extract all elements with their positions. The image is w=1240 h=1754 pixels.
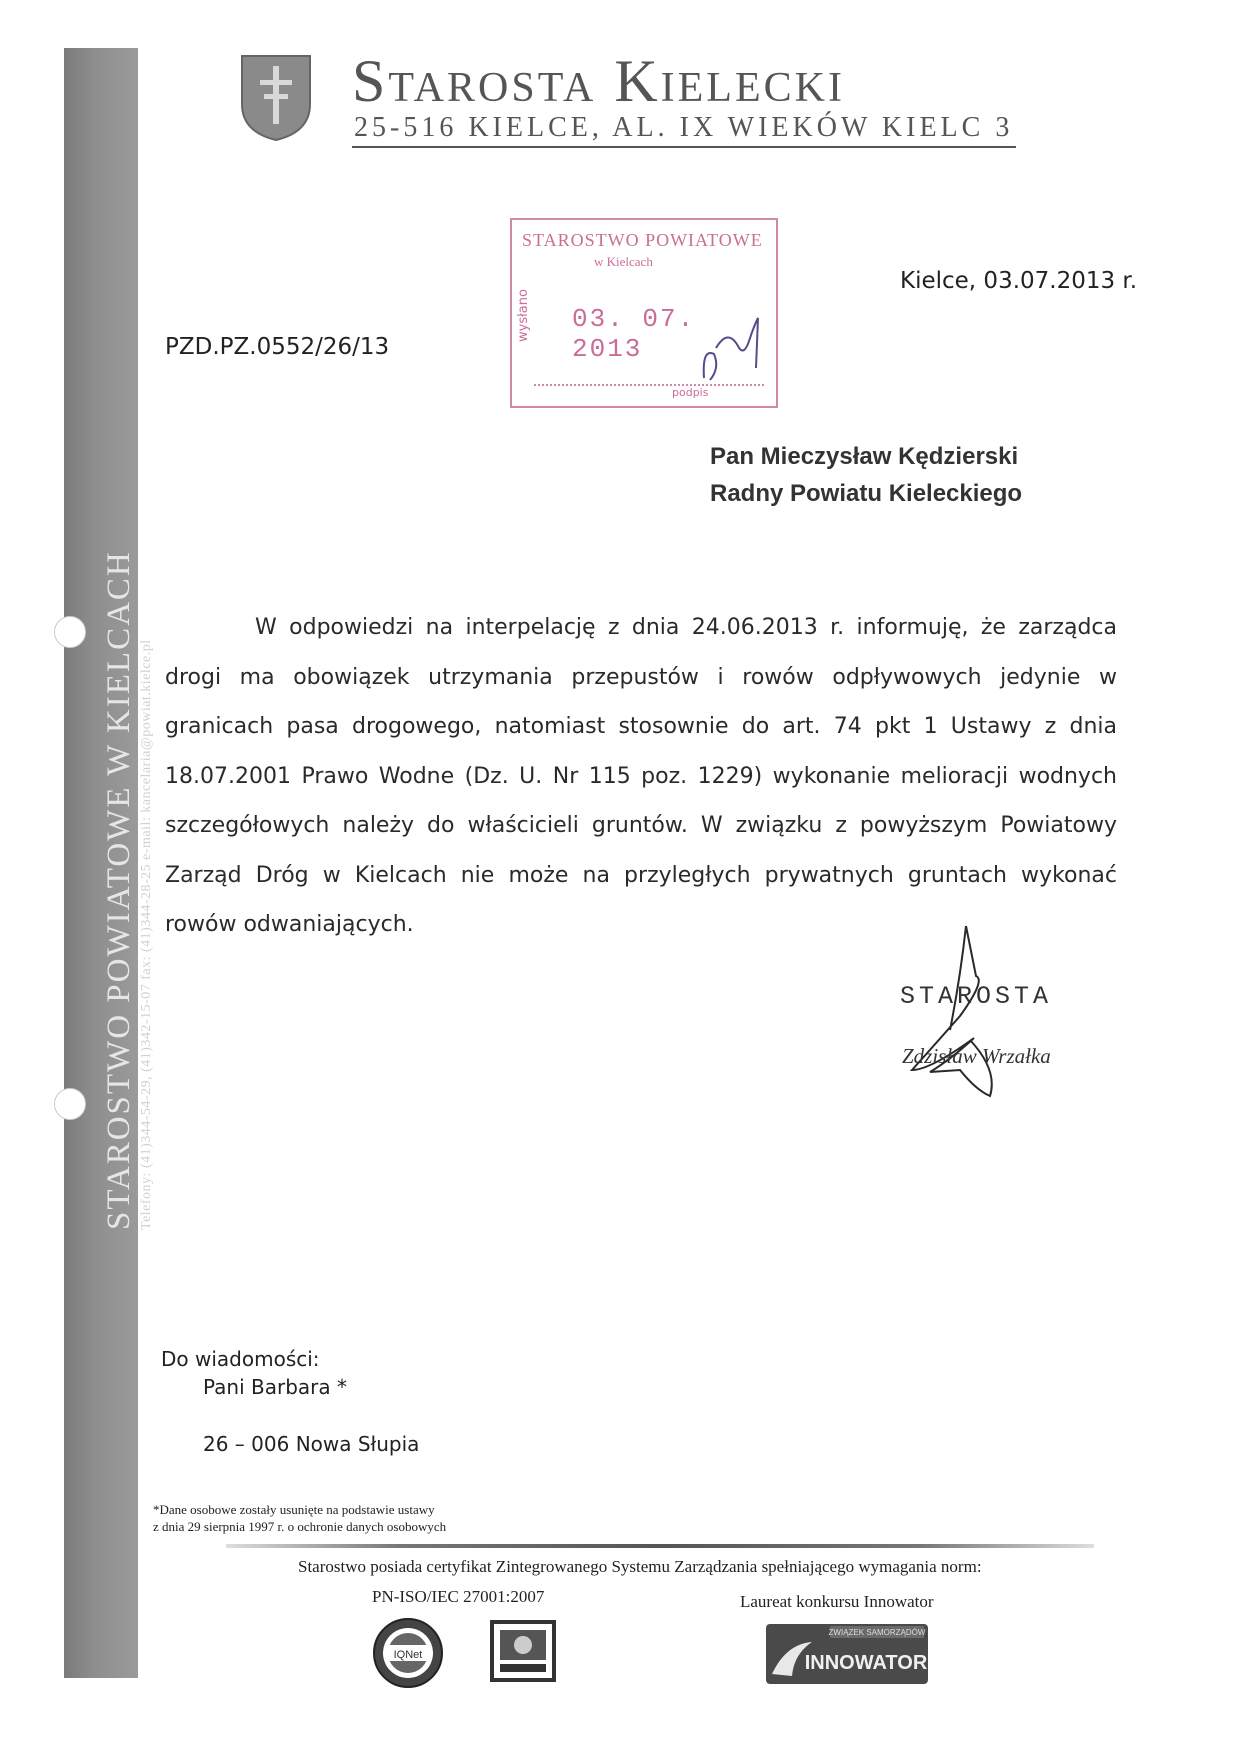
sidebar-contact: Telefony: (41)344-54-29, (41)342-15-07 fax: (41)344-28-25 e-mail: kancelaria@powiat.kielce.pl bbox=[139, 639, 154, 1230]
handwritten-signature bbox=[890, 920, 1040, 1120]
stamp-initials-signature bbox=[698, 308, 768, 388]
cc-name: Pani Barbara * bbox=[203, 1375, 347, 1399]
letter-body: W odpowiedzi na interpelację z dnia 24.06.2013 r. informuję, że zarządca drogi ma obowiązek utrzymania przepustów i rowów odpływowych jedynie w granicach pasa drogowego, natomiast stosownie do art. 74 pkt 1 Ustawy z dnia 18.07.2001 Prawo Wodne (Dz. U. Nr 115 poz. 1229) wykonanie melioracji wodnych szczegółowych należy do właścicieli gruntów. W związku z powyższym Powiatowy Zarząd Dróg w Kielcach nie może na przyległych prywatnych gruntach wykonać rowów odwaniających. bbox=[165, 615, 1117, 937]
stamp-organization: STAROSTWO POWIATOWE bbox=[522, 230, 763, 250]
letter-date: Kielce, 03.07.2013 r. bbox=[900, 268, 1138, 294]
stamp-caption: podpis bbox=[672, 386, 709, 399]
stamp-city: w Kielcach bbox=[594, 254, 653, 269]
stamp-sent-label: wysłano bbox=[516, 289, 531, 342]
recipient-title: Radny Powiatu Kieleckiego bbox=[710, 480, 1023, 507]
cc-label: Do wiadomości: bbox=[161, 1347, 320, 1371]
footer-certificate: Starostwo posiada certyfikat Zintegrowanego Systemu Zarządzania spełniającego wymagania norm: bbox=[298, 1557, 982, 1576]
footer-award: Laureat konkursu Innowator bbox=[740, 1592, 934, 1611]
stamp-date: 03. 07. 2013 bbox=[572, 304, 696, 364]
header-title: Starosta Kielecki bbox=[352, 48, 845, 114]
innowator-badge-top-text: ZWIĄZEK SAMORZĄDÓW bbox=[828, 1628, 926, 1637]
coat-of-arms-icon bbox=[238, 52, 314, 142]
footer-norm: PN-ISO/IEC 27001:2007 bbox=[372, 1587, 545, 1606]
signatory-name: Zdzisław Wrzałka bbox=[902, 1044, 1051, 1068]
innowator-award-badge-icon bbox=[766, 1624, 928, 1684]
header-rule bbox=[352, 146, 1016, 148]
innowator-badge-label: INNOWATOR bbox=[804, 1652, 928, 1674]
punch-hole-bottom bbox=[54, 1088, 86, 1120]
header-address: 25-516 KIELCE, AL. IX WIEKÓW KIELC 3 bbox=[354, 112, 1014, 143]
received-stamp bbox=[510, 218, 778, 408]
reference-number: PZD.PZ.0552/26/13 bbox=[165, 334, 390, 360]
recipient-name: Pan Mieczysław Kędzierski bbox=[710, 443, 1019, 470]
certification-square-badge-icon bbox=[490, 1620, 556, 1682]
cc-address: 26 – 006 Nowa Słupia bbox=[203, 1432, 420, 1456]
recipient-block bbox=[710, 438, 1022, 512]
stamp-dotted-line bbox=[534, 384, 764, 386]
footnote-line-1: *Dane osobowe zostały usunięte na podstawie ustawy bbox=[153, 1502, 435, 1517]
sidebar-title: STAROSTWO POWIATOWE W KIELCACH bbox=[101, 550, 137, 1230]
iqnet-certification-badge-icon bbox=[372, 1617, 444, 1689]
sidebar-text bbox=[101, 470, 155, 1230]
privacy-footnote bbox=[153, 1501, 446, 1535]
footer-rule bbox=[226, 1544, 1094, 1548]
signatory-title: STAROSTA bbox=[900, 982, 1053, 1011]
punch-hole-top bbox=[54, 616, 86, 648]
footnote-line-2: z dnia 29 sierpnia 1997 r. o ochronie danych osobowych bbox=[153, 1519, 447, 1534]
iqnet-badge-label: IQNet bbox=[393, 1649, 423, 1661]
